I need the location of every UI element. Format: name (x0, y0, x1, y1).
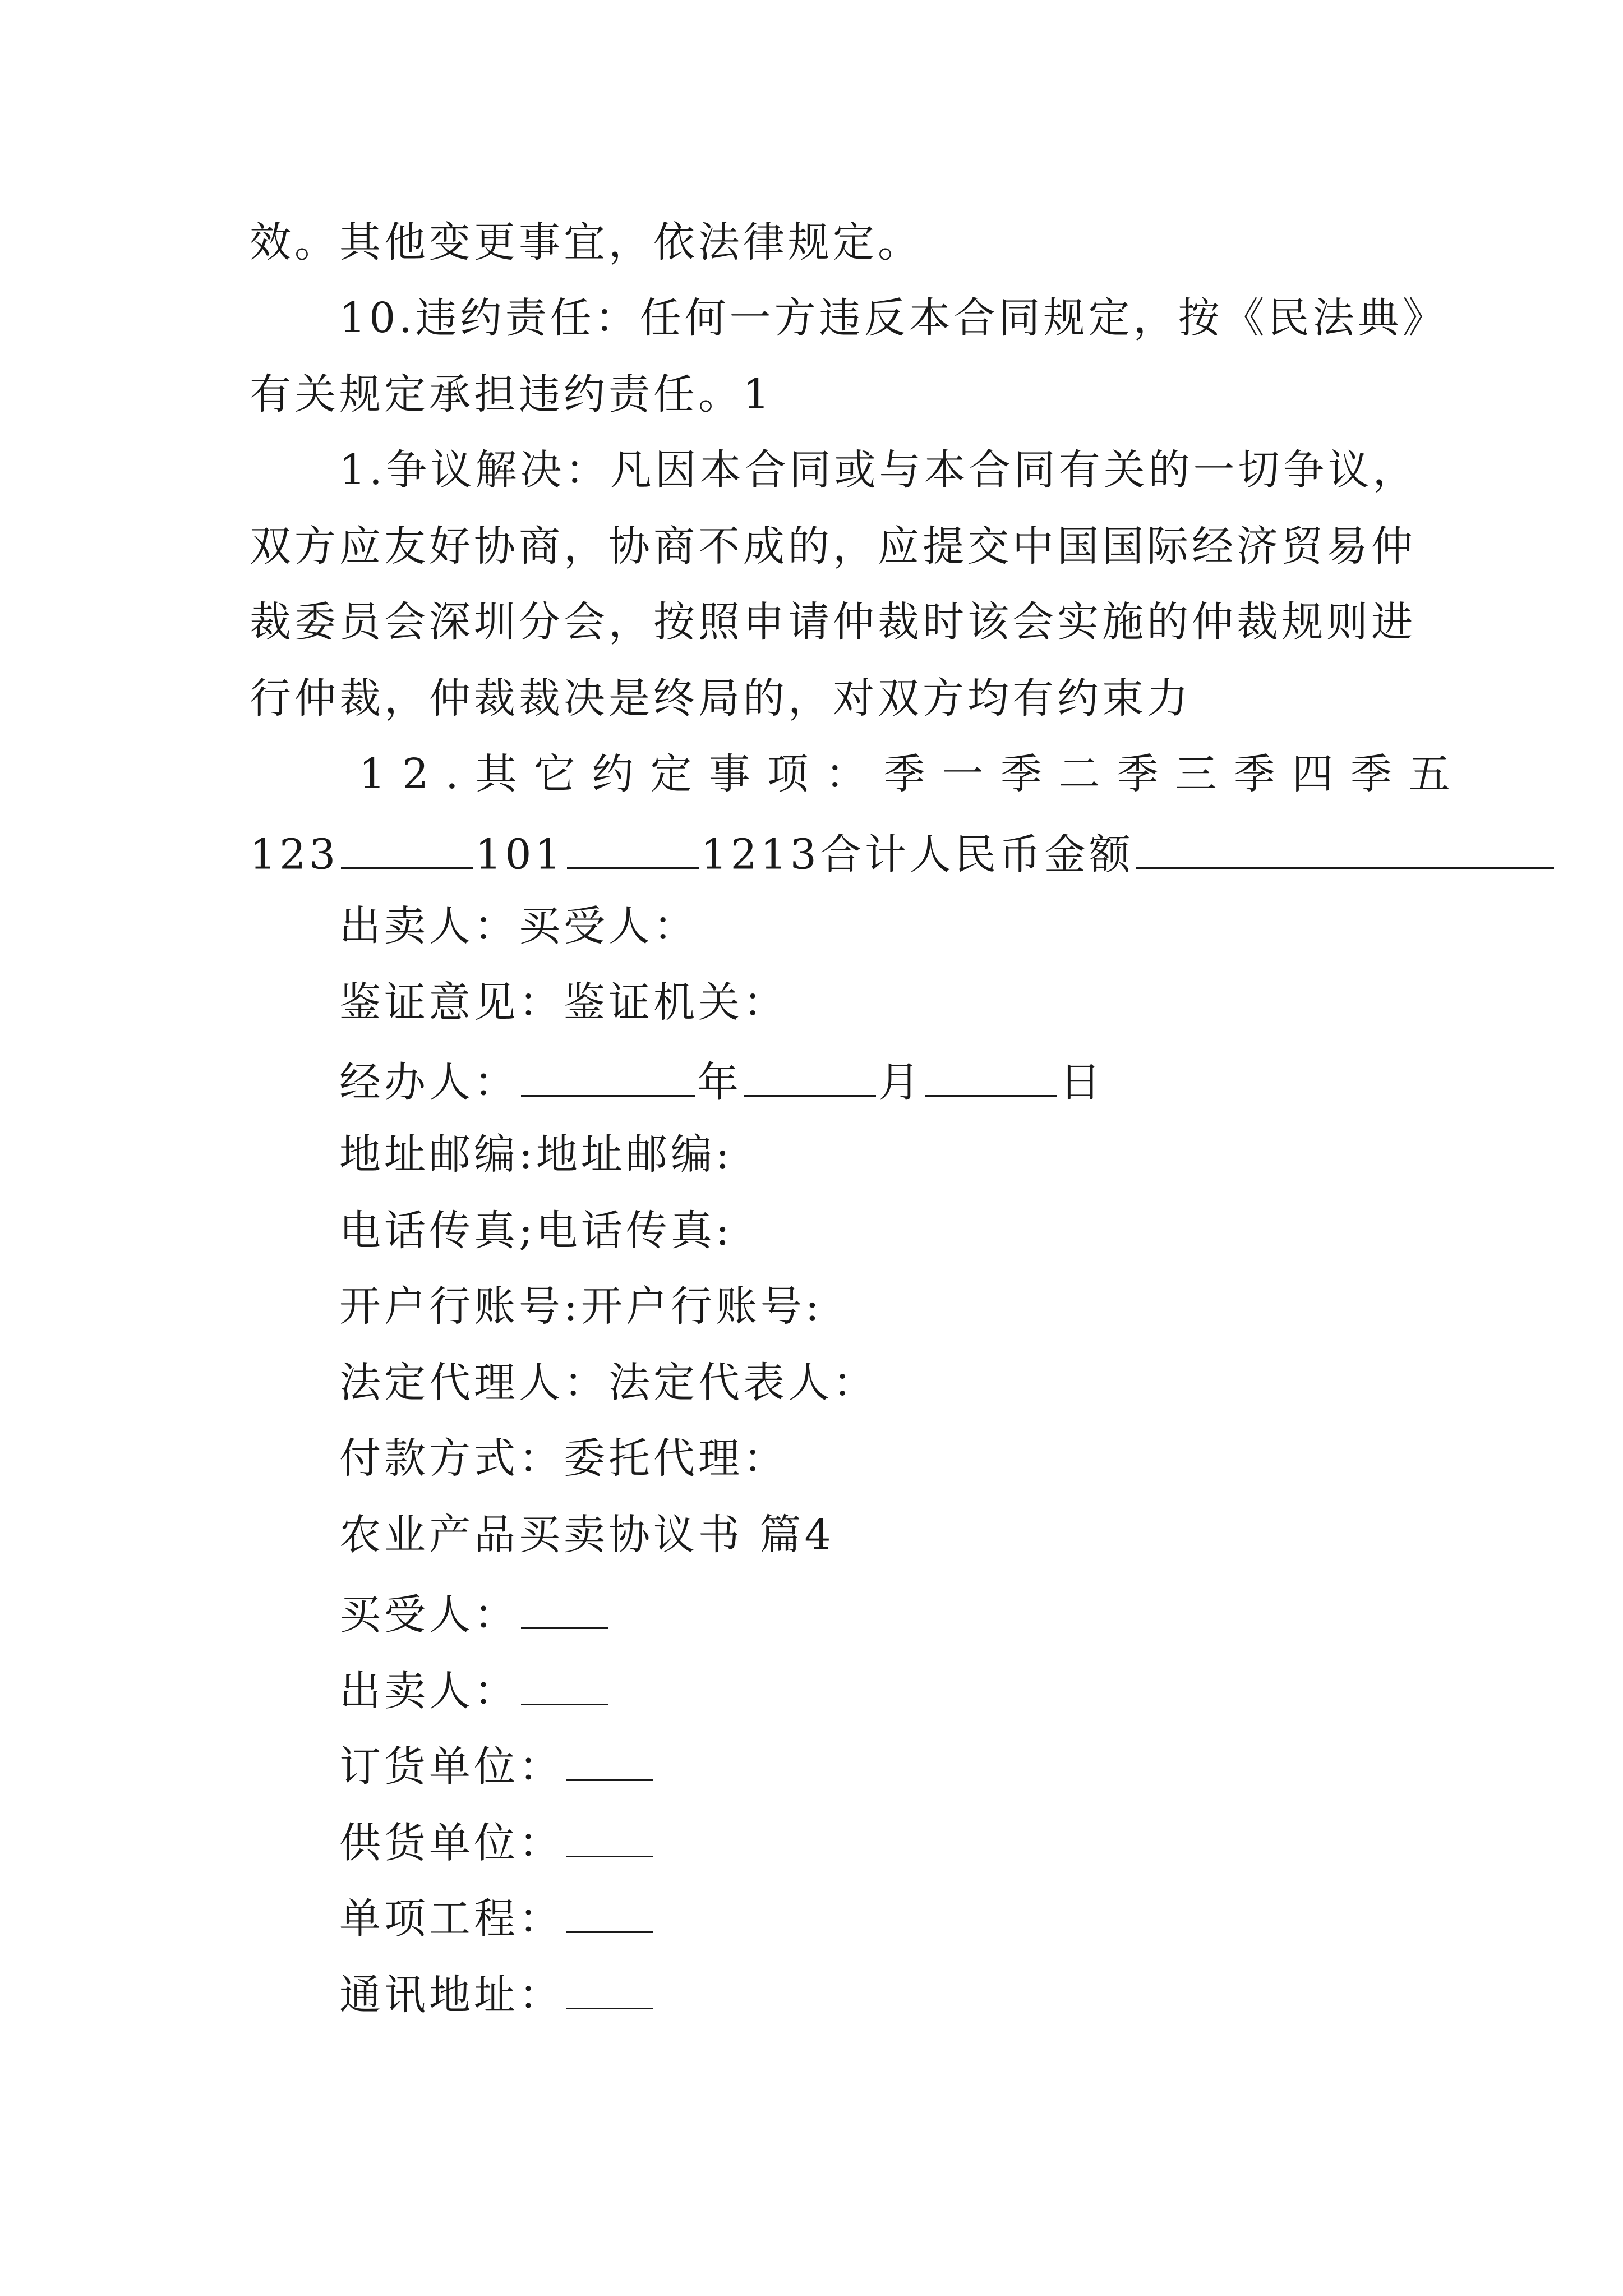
fill-blank (925, 1057, 1057, 1097)
fill-blank (744, 1057, 876, 1097)
paragraph-line: 有关规定承担违约责任。1 (250, 370, 773, 418)
paragraph-line: 行仲裁，仲裁裁决是终局的，对双方均有约束力 (250, 674, 1192, 723)
fill-blank (567, 830, 699, 869)
fill-blank (521, 1057, 695, 1097)
field-label: 买受人： (339, 1590, 519, 1639)
fill-blank (566, 1894, 653, 1933)
fill-blank (341, 830, 473, 869)
signature-phone: 电话传真;电话传真: (339, 1207, 733, 1255)
handler-label: 经办人： (339, 1058, 519, 1107)
field-supply-unit (339, 1818, 655, 1867)
field-buyer (339, 1590, 610, 1639)
signature-handler-date (339, 1057, 1104, 1107)
signature-legal: 法定代理人：法定代表人： (339, 1359, 878, 1407)
fill-blank (566, 1970, 653, 2009)
signature-bank: 开户行账号:开户行账号: (339, 1282, 823, 1331)
paragraph-line: 双方应友好协商，协商不成的，应提交中国国际经济贸易仲 (250, 522, 1416, 570)
day-label: 日 (1059, 1058, 1104, 1107)
fill-blank (1136, 830, 1554, 869)
fill-blank (566, 1742, 653, 1781)
signature-verify: 鉴证意见：鉴证机关： (339, 978, 788, 1027)
amount-value-1: 123 (250, 830, 339, 879)
field-project (339, 1894, 655, 1943)
field-label: 出卖人： (339, 1667, 519, 1715)
field-label: 单项工程： (339, 1894, 564, 1943)
paragraph-line: 效。其他变更事宜，依法律规定。 (250, 218, 923, 266)
month-label: 月 (878, 1058, 923, 1107)
signature-payment: 付款方式：委托代理： (339, 1434, 788, 1483)
clause-12-line: 12.其它约定事项：季一季二季三季四季五 (359, 750, 1467, 798)
amount-line (250, 830, 1556, 879)
field-label: 通讯地址： (339, 1971, 564, 2019)
field-label: 供货单位： (339, 1819, 564, 1867)
year-label: 年 (697, 1058, 742, 1107)
fill-blank (566, 1818, 653, 1857)
fill-blank (521, 1590, 608, 1629)
field-order-unit (339, 1742, 655, 1791)
amount-total-label: 1213合计人民币金额 (700, 830, 1134, 879)
clause-10-line: 10.违约责任：任何一方违反本合同规定，按《民法典》 (339, 294, 1447, 342)
fill-blank (521, 1666, 608, 1705)
clause-11-line: 1.争议解决：凡因本合同或与本合同有关的一切争议， (339, 446, 1418, 494)
amount-value-2: 101 (475, 830, 565, 879)
section-4-title: 农业产品买卖协议书 篇4 (339, 1511, 834, 1559)
paragraph-line: 裁委员会深圳分会，按照申请仲裁时该会实施的仲裁规则进 (250, 598, 1416, 646)
field-label: 订货单位： (339, 1742, 564, 1791)
field-seller (339, 1666, 610, 1715)
signature-seller-buyer: 出卖人：买受人： (339, 902, 698, 950)
signature-address: 地址邮编:地址邮编: (339, 1130, 733, 1179)
field-address (339, 1970, 655, 2019)
